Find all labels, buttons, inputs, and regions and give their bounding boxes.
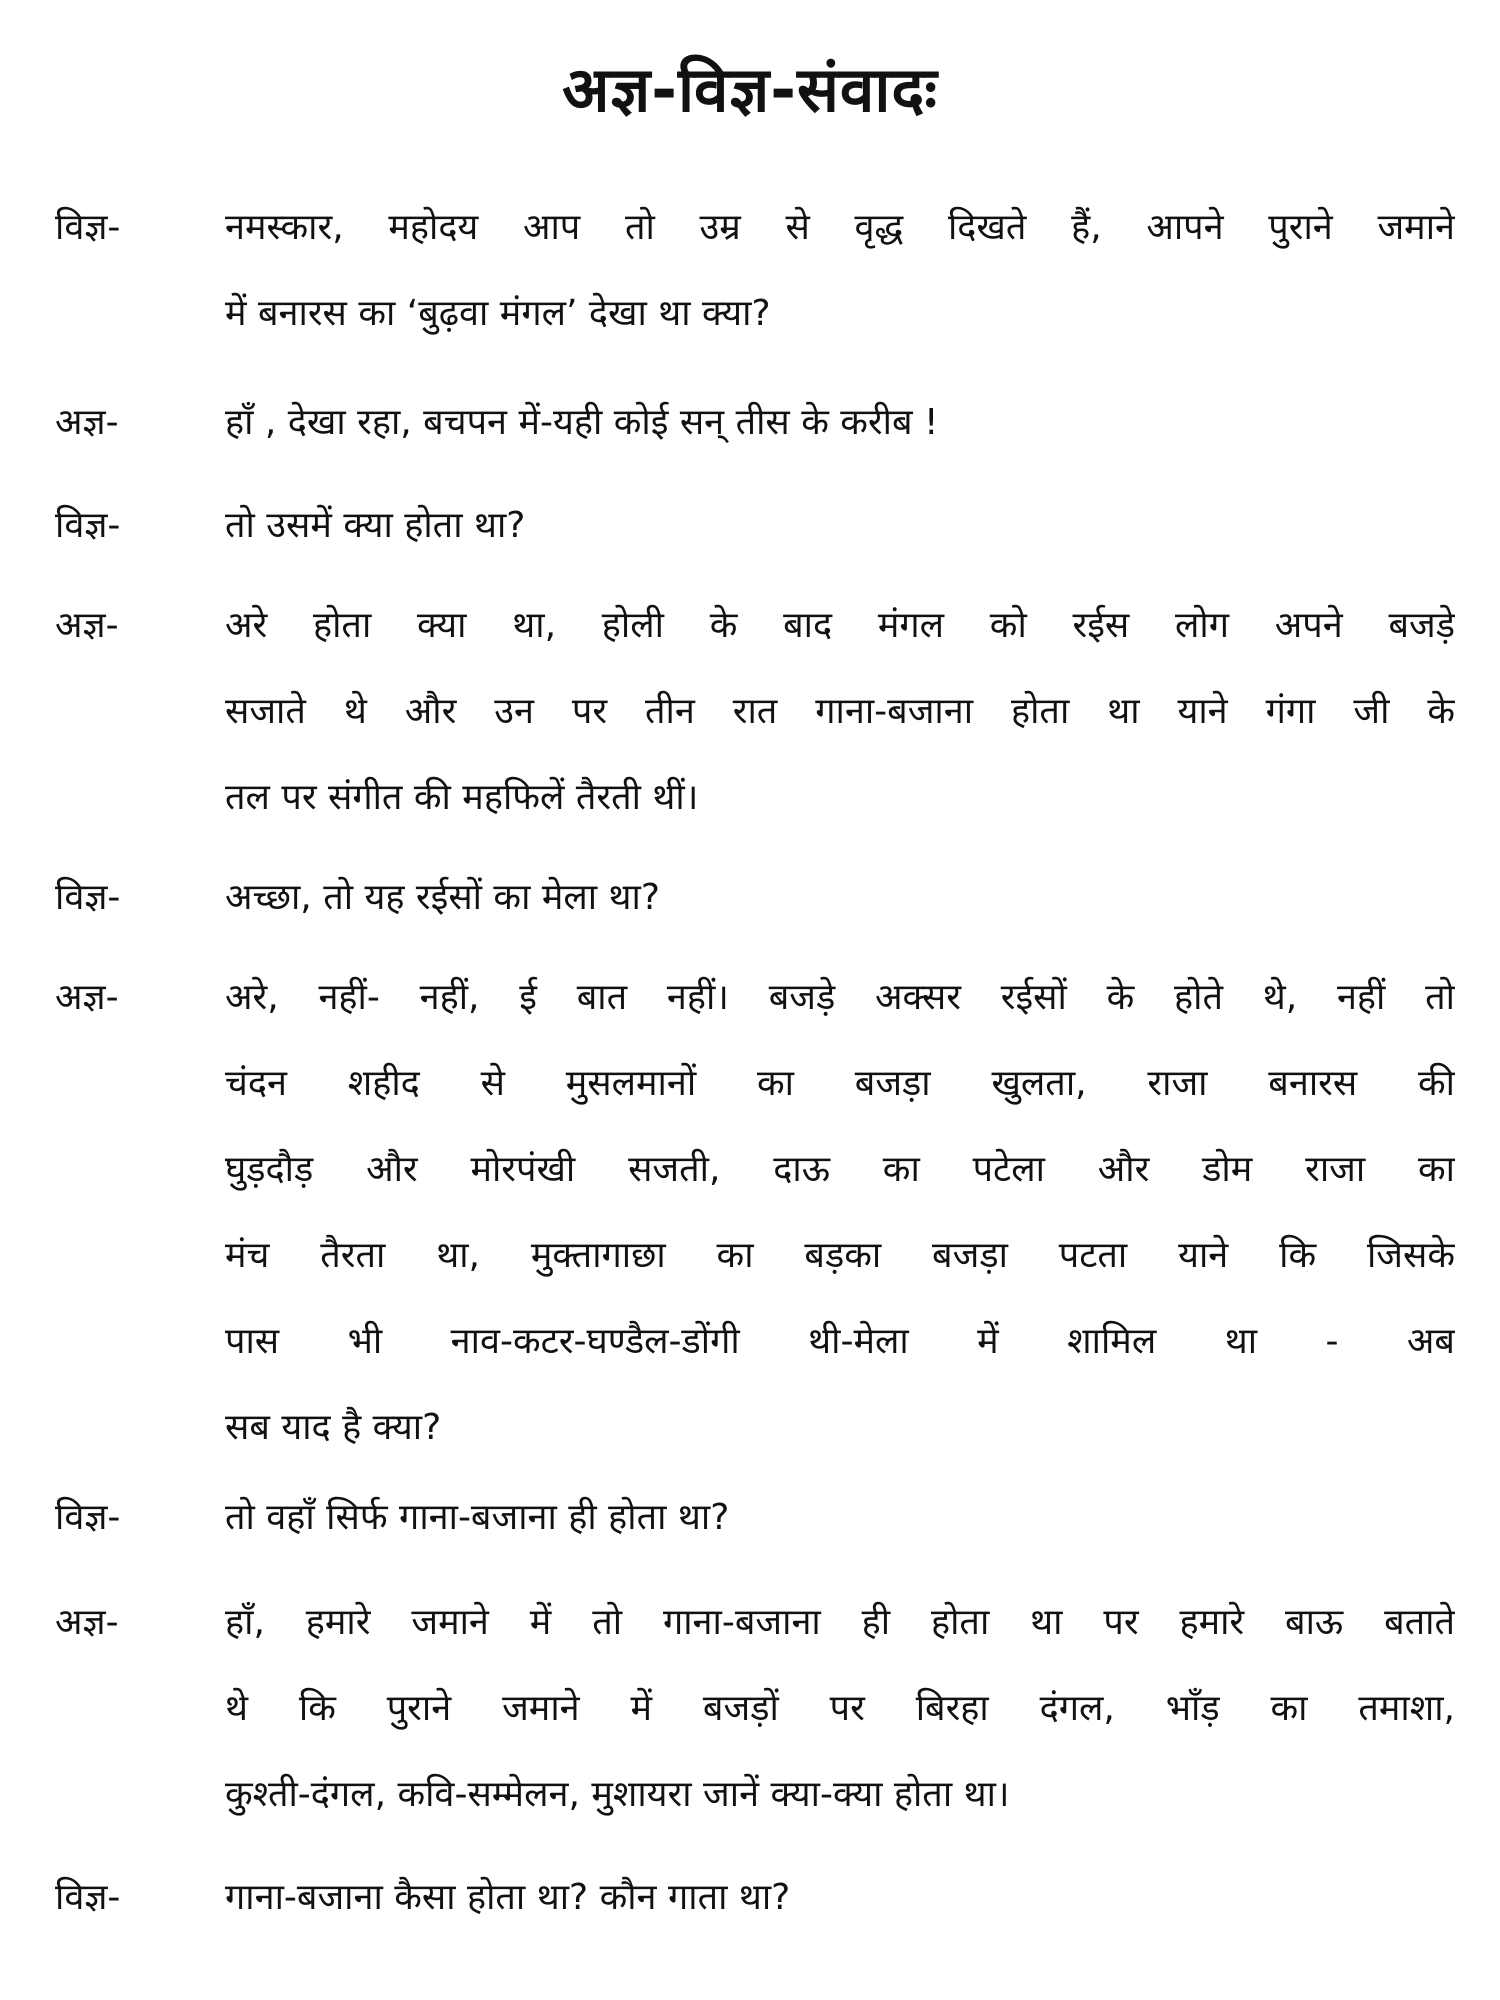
dialogue-line: अरे, नहीं- नहीं, ई बात नहीं। बजड़े अक्सर रईसों के होते थे, नहीं तो: [225, 977, 1455, 1018]
dialogue-line: घुड़दौड़ और मोरपंखी सजती, दाऊ का पटेला और डोम राजा का: [225, 1149, 1455, 1190]
dialogue-line: नमस्कार, महोदय आप तो उम्र से वृद्ध दिखते हैं, आपने पुराने जमाने: [225, 207, 1455, 248]
dialogue-line: तो वहाँ सिर्फ गाना-बजाना ही होता था?: [225, 1497, 730, 1538]
dialogue-line: अरे होता क्या था, होली के बाद मंगल को रईस लोग अपने बजड़े: [225, 605, 1455, 646]
dialogue-line: सजाते थे और उन पर तीन रात गाना-बजाना होता था याने गंगा जी के: [225, 691, 1455, 732]
dialogue-line: अच्छा, तो यह रईसों का मेला था?: [225, 877, 660, 918]
page-title: अज्ञ-विज्ञ-संवादः: [562, 53, 938, 126]
dialogue-line: थे कि पुराने जमाने में बजड़ों पर बिरहा दंगल, भाँड़ का तमाशा,: [225, 1688, 1455, 1729]
dialogue-line: चंदन शहीद से मुसलमानों का बजड़ा खुलता, राजा बनारस की: [225, 1063, 1455, 1104]
speaker-label: अज्ञ-: [55, 402, 119, 443]
dialogue-line: सब याद है क्या?: [225, 1407, 442, 1448]
speaker-label: विज्ञ-: [55, 877, 121, 918]
dialogue-line: मंच तैरता था, मुक्तागाछा का बड़का बजड़ा पटता याने कि जिसके: [225, 1235, 1455, 1276]
speaker-label: विज्ञ-: [55, 1497, 121, 1538]
speaker-label: अज्ञ-: [55, 605, 119, 646]
dialogue-line: में बनारस का ‘बुढ़वा मंगल’ देखा था क्या?: [225, 293, 771, 334]
dialogue-line: हाँ, हमारे जमाने में तो गाना-बजाना ही होता था पर हमारे बाऊ बताते: [225, 1602, 1455, 1643]
dialogue-line: तल पर संगीत की महफिलें तैरती थीं।: [225, 777, 699, 818]
dialogue-line: पास भी नाव-कटर-घण्डैल-डोंगी थी-मेला में शामिल था - अब: [225, 1321, 1455, 1362]
dialogue-line: हाँ , देखा रहा, बचपन में-यही कोई सन् तीस के करीब !: [225, 402, 939, 443]
speaker-label: अज्ञ-: [55, 977, 119, 1018]
dialogue-line: कुश्ती-दंगल, कवि-सम्मेलन, मुशायरा जानें क्या-क्या होता था।: [225, 1774, 1010, 1815]
dialogue-line: गाना-बजाना कैसा होता था? कौन गाता था?: [225, 1877, 791, 1918]
speaker-label: विज्ञ-: [55, 1877, 121, 1918]
dialogue-line: तो उसमें क्या होता था?: [225, 505, 526, 546]
speaker-label: अज्ञ-: [55, 1602, 119, 1643]
speaker-label: विज्ञ-: [55, 207, 121, 248]
speaker-label: विज्ञ-: [55, 505, 121, 546]
